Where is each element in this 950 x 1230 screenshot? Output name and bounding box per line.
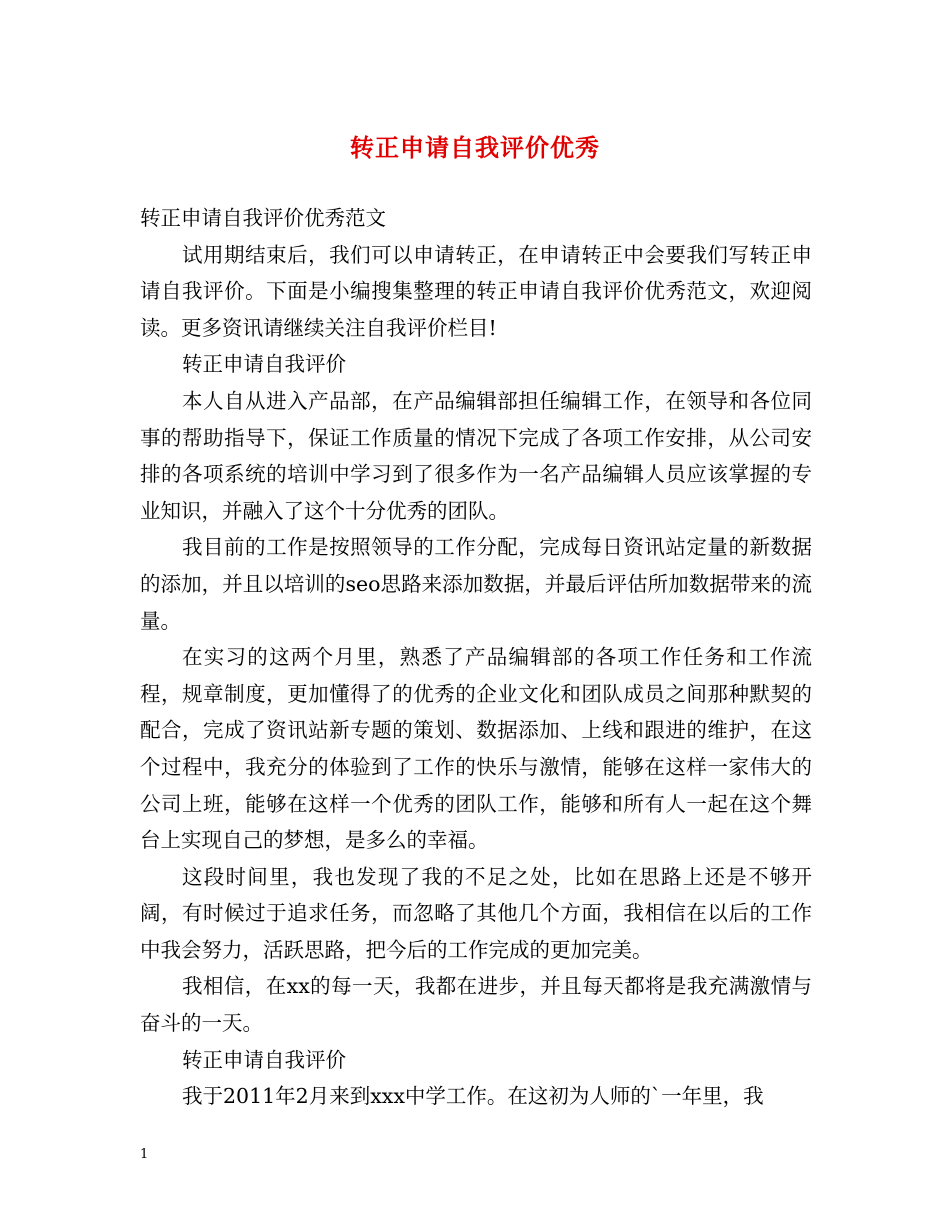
body-paragraph: 这段时间里，我也发现了我的不足之处，比如在思路上还是不够开阔，有时候过于追求任务，而忽略了其他几个方面，我相信在以后的工作中我会努力，活跃思路，把今后的工作完成的更加完美。	[140, 864, 812, 962]
subheading: 转正申请自我评价	[182, 1047, 346, 1072]
body-paragraph: 本人自从进入产品部，在产品编辑部担任编辑工作，在领导和各位同事的帮助指导下，保证工作质量的情况下完成了各项工作安排，从公司安排的各项系统的培训中学习到了很多作为一名产品编辑人员应该掌握的专业知识，并融入了这个十分优秀的团队。	[140, 388, 812, 523]
body-paragraph: 在实习的这两个月里，熟悉了产品编辑部的各项工作任务和工作流程，规章制度，更加懂得了的优秀的企业文化和团队成员之间那种默契的配合，完成了资讯站新专题的策划、数据添加、上线和跟进的维护，在这个过程中，我充分的体验到了工作的快乐与激情，能够在这样一家伟大的公司上班，能够在这样一个优秀的团队工作，能够和所有人一起在这个舞台上实现自己的梦想，是多么的幸福。	[140, 645, 812, 853]
subheading: 转正申请自我评价	[182, 352, 346, 377]
section-heading: 转正申请自我评价优秀范文	[140, 206, 386, 230]
body-paragraph: 我目前的工作是按照领导的工作分配，完成每日资讯站定量的新数据的添加，并且以培训的seo思路来添加数据，并最后评估所加数据带来的流量。	[140, 535, 812, 633]
document-title: 转正申请自我评价优秀	[350, 133, 600, 162]
body-paragraph: 我于2011年2月来到xxx中学工作。在这初为人师的`一年里，我	[182, 1084, 764, 1109]
intro-paragraph: 试用期结束后，我们可以申请转正，在申请转正中会要我们写转正申请自我评价。下面是小编搜集整理的转正申请自我评价优秀范文，欢迎阅读。更多资讯请继续关注自我评价栏目!	[140, 242, 812, 340]
document-body	[140, 200, 812, 1115]
page-number: 1	[140, 1147, 149, 1162]
body-paragraph: 我相信，在xx的每一天，我都在进步，并且每天都将是我充满激情与奋斗的一天。	[140, 974, 812, 1036]
